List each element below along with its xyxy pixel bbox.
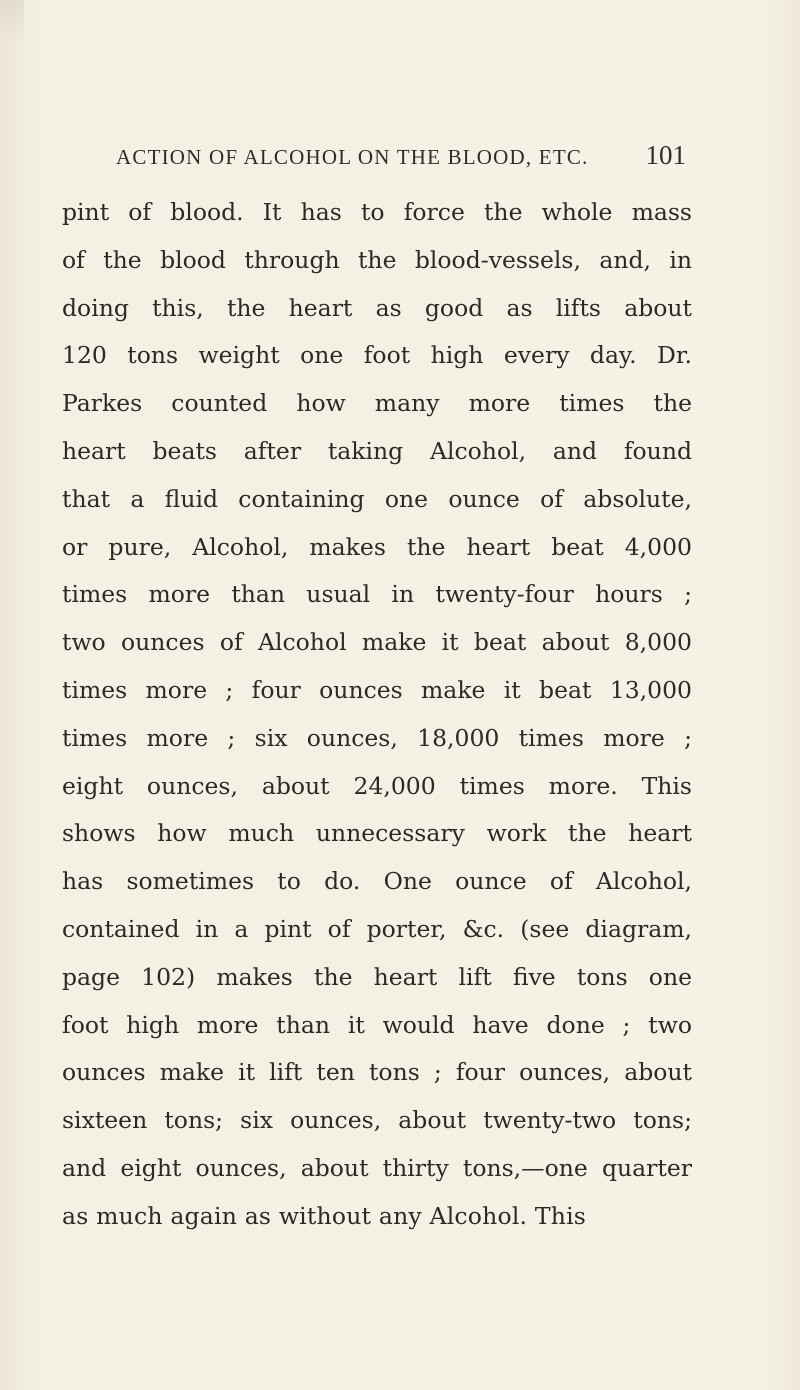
text-line: times more ; six ounces, 18,000 times more ; [62,723,692,752]
text-line: shows how much unnecessary work the heart [62,819,692,848]
text-line: contained in a pint of porter, &c. (see diagram, [62,914,692,943]
text-line: pint of blood. It has to force the whole mass [62,198,692,226]
text-line: foot high more than it would have done ; two [62,1010,692,1039]
text-line: times more than usual in twenty-four hours ; [62,580,692,609]
text-line: two ounces of Alcohol make it beat about 8,000 [62,628,692,657]
page-number: 101 [645,140,686,170]
text-line: as much again as without any Alcohol. This [62,1201,587,1230]
text-line: doing this, the heart as good as lifts about [62,293,692,322]
text-line: sixteen tons; six ounces, about twenty-two tons; [62,1106,692,1135]
text-line: or pure, Alcohol, makes the heart beat 4,000 [62,532,692,561]
running-head: ACTION OF ALCOHOL ON THE BLOOD, ETC. [116,145,589,169]
text-line: that a fluid containing one ounce of absolute, [62,484,692,513]
text-line: and eight ounces, about thirty tons,—one quarter [62,1153,692,1182]
text-line: eight ounces, about 24,000 times more. This [62,771,692,800]
text-line: ounces make it lift ten tons ; four ounces, about [62,1058,692,1087]
text-line: Parkes counted how many more times the [62,389,692,418]
text-line: page 102) makes the heart lift five tons one [62,962,692,991]
text-line: 120 tons weight one foot high every day. Dr. [62,341,692,370]
text-line: has sometimes to do. One ounce of Alcohol, [62,867,692,896]
body-text [62,189,692,1241]
text-line: of the blood through the blood-vessels, and, in [62,245,692,274]
text-line: heart beats after taking Alcohol, and found [62,436,692,465]
text-line: times more ; four ounces make it beat 13,000 [62,675,692,704]
page-header [116,140,686,180]
page-edge-shadow [0,0,24,40]
